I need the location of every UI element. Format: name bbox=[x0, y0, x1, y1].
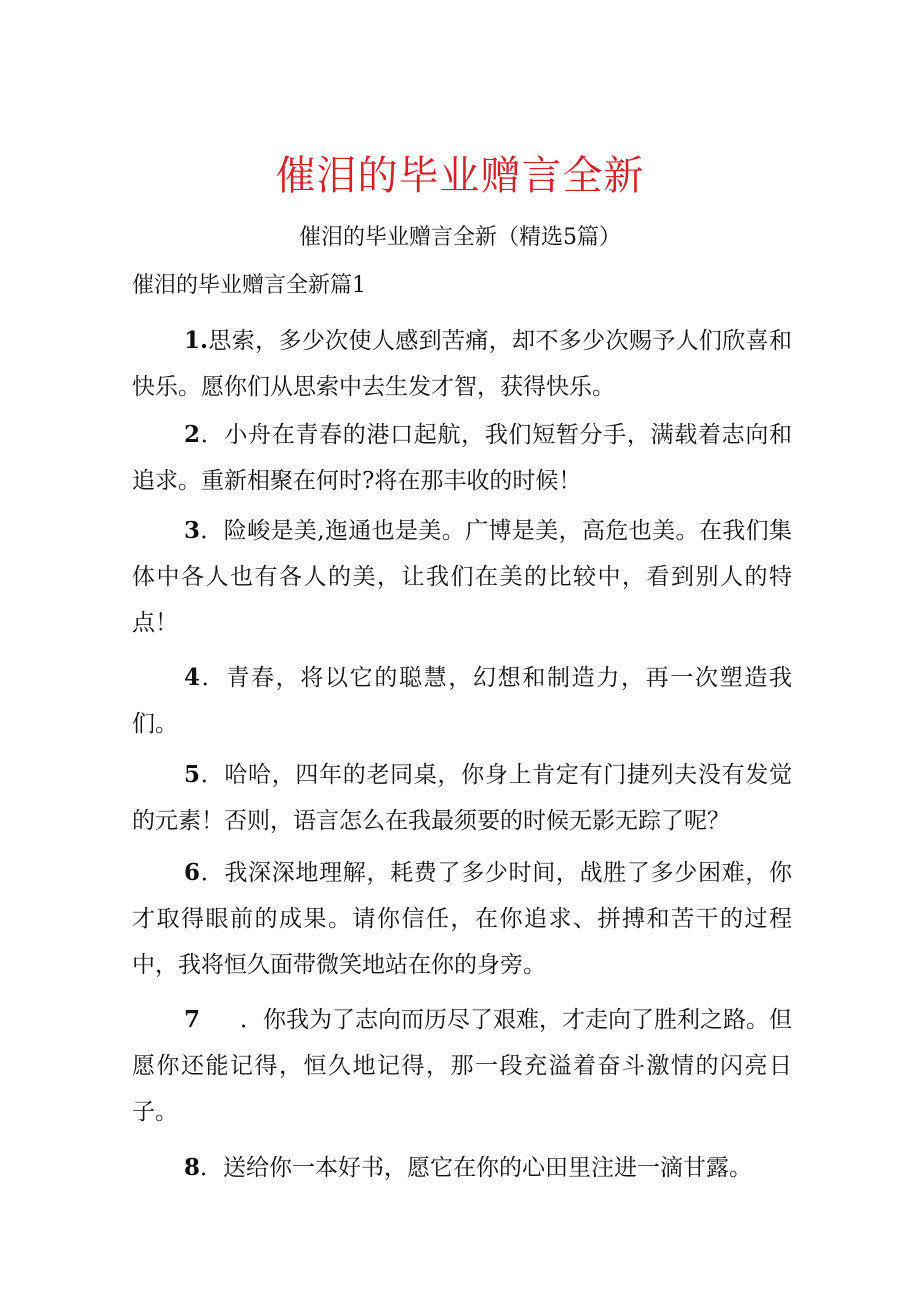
list-item bbox=[132, 752, 792, 844]
list-item bbox=[132, 655, 792, 747]
list-item bbox=[132, 412, 792, 504]
item-number: 2 bbox=[184, 421, 201, 448]
list-item bbox=[132, 318, 792, 410]
item-number: 7 bbox=[184, 1006, 201, 1033]
list-item bbox=[132, 1145, 792, 1191]
item-number: 4 bbox=[184, 664, 201, 691]
document-title: 催泪的毕业赠言全新 bbox=[275, 153, 645, 199]
item-text: ．小舟在青春的港口起航，我们短暂分手，满载着志向和追求。重新相聚在何时?将在那丰收的时候！ bbox=[132, 422, 792, 494]
item-text: 思索，多少次使人感到苦痛，却不多少次赐予人们欣喜和快乐。愿你们从思索中去生发才智，获得快乐。 bbox=[132, 328, 792, 400]
item-text: ．险峻是美,迤通也是美。广博是美，高危也美。在我们集体中各人也有各人的美，让我们在美的比较中，看到别人的特点！ bbox=[132, 518, 792, 636]
section-heading: 催泪的毕业赠言全新篇1 bbox=[132, 273, 366, 298]
item-number: 3 bbox=[184, 517, 201, 544]
list-item bbox=[132, 508, 792, 646]
item-text: ．青春，将以它的聪慧，幻想和制造力，再一次塑造我们。 bbox=[132, 665, 792, 737]
item-number: 1. bbox=[184, 327, 209, 354]
list-item bbox=[132, 850, 792, 988]
item-number: 5 bbox=[184, 761, 201, 788]
document-subtitle: 催泪的毕业赠言全新（精选5篇） bbox=[299, 225, 621, 250]
item-text: ．哈哈，四年的老同桌，你身上肯定有门捷列夫没有发觉的元素！否则，语言怎么在我最须要的时候无影无踪了呢？ bbox=[132, 762, 792, 834]
item-text: ．送给你一本好书，愿它在你的心田里注进一滴甘露。 bbox=[200, 1155, 753, 1181]
list-item bbox=[132, 997, 792, 1135]
item-number: 6 bbox=[184, 859, 201, 886]
item-number: 8 bbox=[184, 1154, 201, 1181]
item-text: ．我深深地理解，耗费了多少时间，战胜了多少困难，你才取得眼前的成果。请你信任，在你追求、拼搏和苦干的过程中，我将恒久面带微笑地站在你的身旁。 bbox=[132, 860, 792, 978]
item-text: ．你我为了志向而历尽了艰难，才走向了胜利之路。但愿你还能记得，恒久地记得，那一段充溢着奋斗激情的闪亮日子。 bbox=[132, 1007, 793, 1125]
